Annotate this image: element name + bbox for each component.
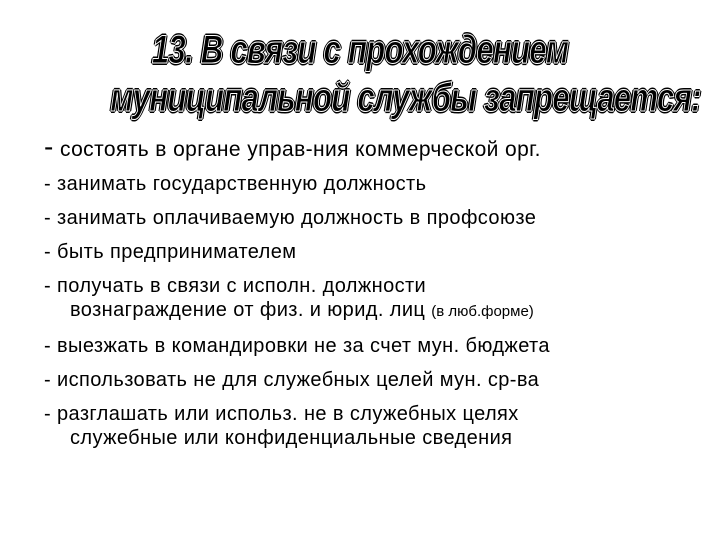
- item-text: получать в связи с исполн. должности: [51, 275, 427, 297]
- item-text: использовать не для служебных целей мун. ср-ва: [51, 369, 540, 391]
- title-line-2: муниципальной службы запрещается:: [110, 76, 701, 120]
- item-dash: -: [44, 335, 52, 357]
- list-item: [44, 402, 694, 450]
- list-item: [44, 334, 694, 358]
- item-dash: -: [44, 173, 52, 195]
- title-line-1: 13. В связи с прохождением: [151, 28, 569, 72]
- item-text: разглашать или использ. не в служебных целях: [51, 403, 519, 425]
- item-text: занимать оплачиваемую должность в профсоюзе: [51, 207, 537, 229]
- slide-title: [110, 26, 701, 122]
- list-item: [44, 368, 694, 392]
- item-dash: -: [44, 403, 52, 425]
- item-dash: -: [44, 207, 52, 229]
- list-item: [44, 206, 694, 230]
- item-text: выезжать в командировки не за счет мун. бюджета: [51, 335, 550, 357]
- item-continuation-note: (в люб.форме): [431, 303, 534, 320]
- item-dash: -: [44, 241, 52, 263]
- item-continuation: [44, 426, 694, 450]
- list-item: [44, 131, 694, 162]
- item-text: состоять в органе управ-ния коммерческой орг.: [53, 138, 541, 161]
- item-continuation: [44, 298, 694, 324]
- item-text: быть предпринимателем: [51, 241, 297, 263]
- item-continuation-text: служебные или конфиденциальные сведения: [70, 427, 513, 449]
- item-continuation-text: вознаграждение от физ. и юрид. лиц: [70, 299, 432, 321]
- list-item: [44, 274, 694, 324]
- item-text: занимать государственную должность: [51, 173, 427, 195]
- list-item: [44, 240, 694, 264]
- item-dash: -: [44, 275, 52, 297]
- list-item: [44, 172, 694, 196]
- item-dash: -: [44, 369, 52, 391]
- prohibitions-list: [44, 131, 694, 450]
- item-dash: -: [44, 131, 54, 162]
